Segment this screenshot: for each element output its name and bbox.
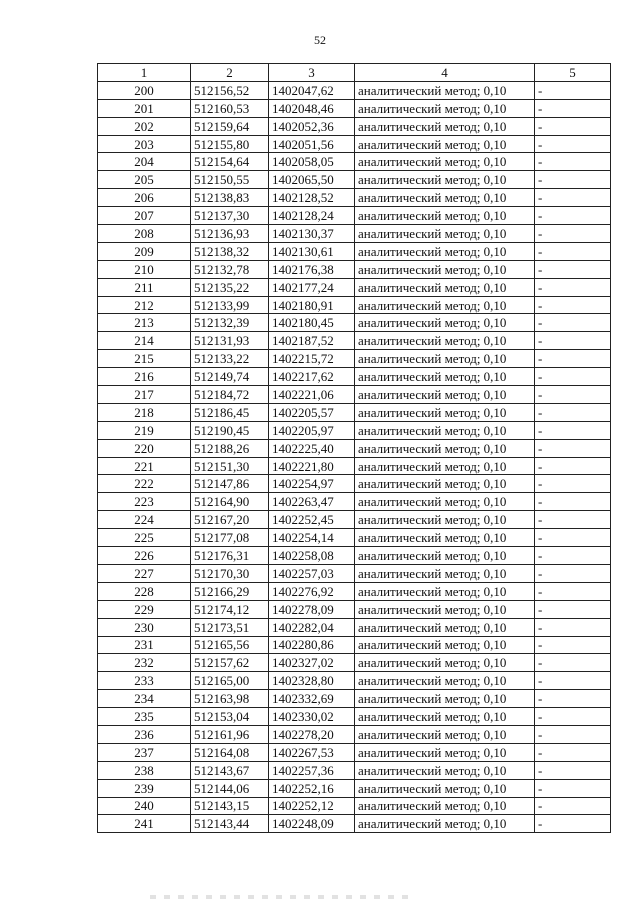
note-cell: - <box>535 618 611 636</box>
note-cell: - <box>535 171 611 189</box>
point-number-cell: 231 <box>98 636 191 654</box>
header-row <box>98 64 611 82</box>
method-cell: аналитический метод; 0,10 <box>355 690 535 708</box>
x-coordinate-cell: 512133,99 <box>191 296 269 314</box>
table-row <box>98 350 611 368</box>
y-coordinate-cell: 1402205,57 <box>269 403 355 421</box>
method-cell: аналитический метод; 0,10 <box>355 654 535 672</box>
point-number-cell: 229 <box>98 600 191 618</box>
x-coordinate-cell: 512160,53 <box>191 99 269 117</box>
method-cell: аналитический метод; 0,10 <box>355 725 535 743</box>
note-cell: - <box>535 99 611 117</box>
table-row <box>98 439 611 457</box>
point-number-cell: 223 <box>98 493 191 511</box>
table-row <box>98 600 611 618</box>
table-row <box>98 582 611 600</box>
y-coordinate-cell: 1402280,86 <box>269 636 355 654</box>
y-coordinate-cell: 1402332,69 <box>269 690 355 708</box>
note-cell: - <box>535 225 611 243</box>
method-cell: аналитический метод; 0,10 <box>355 242 535 260</box>
table-row <box>98 761 611 779</box>
method-cell: аналитический метод; 0,10 <box>355 117 535 135</box>
header-col-5: 5 <box>535 64 611 82</box>
note-cell: - <box>535 117 611 135</box>
table-row <box>98 403 611 421</box>
table-row <box>98 564 611 582</box>
point-number-cell: 202 <box>98 117 191 135</box>
table-row <box>98 690 611 708</box>
y-coordinate-cell: 1402254,97 <box>269 475 355 493</box>
note-cell: - <box>535 386 611 404</box>
point-number-cell: 206 <box>98 189 191 207</box>
x-coordinate-cell: 512147,86 <box>191 475 269 493</box>
table-row <box>98 511 611 529</box>
point-number-cell: 214 <box>98 332 191 350</box>
note-cell: - <box>535 439 611 457</box>
table-row <box>98 547 611 565</box>
y-coordinate-cell: 1402065,50 <box>269 171 355 189</box>
table-row <box>98 493 611 511</box>
note-cell: - <box>535 421 611 439</box>
table-row <box>98 278 611 296</box>
x-coordinate-cell: 512159,64 <box>191 117 269 135</box>
table-row <box>98 171 611 189</box>
y-coordinate-cell: 1402254,14 <box>269 529 355 547</box>
x-coordinate-cell: 512143,44 <box>191 815 269 833</box>
method-cell: аналитический метод; 0,10 <box>355 708 535 726</box>
table-row <box>98 654 611 672</box>
method-cell: аналитический метод; 0,10 <box>355 171 535 189</box>
header-col-2: 2 <box>191 64 269 82</box>
y-coordinate-cell: 1402282,04 <box>269 618 355 636</box>
y-coordinate-cell: 1402177,24 <box>269 278 355 296</box>
table-row <box>98 332 611 350</box>
method-cell: аналитический метод; 0,10 <box>355 636 535 654</box>
point-number-cell: 207 <box>98 207 191 225</box>
point-number-cell: 228 <box>98 582 191 600</box>
table-row <box>98 207 611 225</box>
note-cell: - <box>535 207 611 225</box>
y-coordinate-cell: 1402176,38 <box>269 260 355 278</box>
point-number-cell: 219 <box>98 421 191 439</box>
table-row <box>98 457 611 475</box>
point-number-cell: 222 <box>98 475 191 493</box>
table-header <box>98 64 611 82</box>
table-row <box>98 421 611 439</box>
x-coordinate-cell: 512173,51 <box>191 618 269 636</box>
table-row <box>98 296 611 314</box>
x-coordinate-cell: 512143,15 <box>191 797 269 815</box>
table-row <box>98 260 611 278</box>
point-number-cell: 230 <box>98 618 191 636</box>
header-col-4: 4 <box>355 64 535 82</box>
x-coordinate-cell: 512138,83 <box>191 189 269 207</box>
note-cell: - <box>535 815 611 833</box>
y-coordinate-cell: 1402278,20 <box>269 725 355 743</box>
note-cell: - <box>535 582 611 600</box>
method-cell: аналитический метод; 0,10 <box>355 421 535 439</box>
y-coordinate-cell: 1402128,24 <box>269 207 355 225</box>
point-number-cell: 241 <box>98 815 191 833</box>
x-coordinate-cell: 512136,93 <box>191 225 269 243</box>
note-cell: - <box>535 511 611 529</box>
table-row <box>98 672 611 690</box>
x-coordinate-cell: 512170,30 <box>191 564 269 582</box>
y-coordinate-cell: 1402276,92 <box>269 582 355 600</box>
table-row <box>98 815 611 833</box>
x-coordinate-cell: 512131,93 <box>191 332 269 350</box>
note-cell: - <box>535 278 611 296</box>
point-number-cell: 220 <box>98 439 191 457</box>
method-cell: аналитический метод; 0,10 <box>355 99 535 117</box>
x-coordinate-cell: 512177,08 <box>191 529 269 547</box>
x-coordinate-cell: 512151,30 <box>191 457 269 475</box>
method-cell: аналитический метод; 0,10 <box>355 672 535 690</box>
x-coordinate-cell: 512174,12 <box>191 600 269 618</box>
y-coordinate-cell: 1402058,05 <box>269 153 355 171</box>
point-number-cell: 216 <box>98 368 191 386</box>
x-coordinate-cell: 512188,26 <box>191 439 269 457</box>
method-cell: аналитический метод; 0,10 <box>355 332 535 350</box>
point-number-cell: 217 <box>98 386 191 404</box>
note-cell: - <box>535 708 611 726</box>
point-number-cell: 226 <box>98 547 191 565</box>
point-number-cell: 238 <box>98 761 191 779</box>
table-row <box>98 81 611 99</box>
table-row <box>98 475 611 493</box>
table-row <box>98 797 611 815</box>
note-cell: - <box>535 725 611 743</box>
x-coordinate-cell: 512137,30 <box>191 207 269 225</box>
y-coordinate-cell: 1402128,52 <box>269 189 355 207</box>
point-number-cell: 208 <box>98 225 191 243</box>
x-coordinate-cell: 512133,22 <box>191 350 269 368</box>
note-cell: - <box>535 350 611 368</box>
note-cell: - <box>535 368 611 386</box>
y-coordinate-cell: 1402278,09 <box>269 600 355 618</box>
point-number-cell: 240 <box>98 797 191 815</box>
method-cell: аналитический метод; 0,10 <box>355 207 535 225</box>
method-cell: аналитический метод; 0,10 <box>355 225 535 243</box>
table-row <box>98 636 611 654</box>
coordinates-table <box>97 63 611 833</box>
x-coordinate-cell: 512166,29 <box>191 582 269 600</box>
y-coordinate-cell: 1402258,08 <box>269 547 355 565</box>
x-coordinate-cell: 512165,00 <box>191 672 269 690</box>
y-coordinate-cell: 1402221,06 <box>269 386 355 404</box>
x-coordinate-cell: 512186,45 <box>191 403 269 421</box>
note-cell: - <box>535 242 611 260</box>
x-coordinate-cell: 512163,98 <box>191 690 269 708</box>
method-cell: аналитический метод; 0,10 <box>355 153 535 171</box>
table-row <box>98 618 611 636</box>
note-cell: - <box>535 654 611 672</box>
point-number-cell: 235 <box>98 708 191 726</box>
method-cell: аналитический метод; 0,10 <box>355 81 535 99</box>
table-row <box>98 708 611 726</box>
table-row <box>98 368 611 386</box>
header-col-1: 1 <box>98 64 191 82</box>
table-row <box>98 189 611 207</box>
method-cell: аналитический метод; 0,10 <box>355 600 535 618</box>
point-number-cell: 233 <box>98 672 191 690</box>
x-coordinate-cell: 512164,90 <box>191 493 269 511</box>
x-coordinate-cell: 512184,72 <box>191 386 269 404</box>
y-coordinate-cell: 1402130,61 <box>269 242 355 260</box>
table-row <box>98 725 611 743</box>
point-number-cell: 203 <box>98 135 191 153</box>
method-cell: аналитический метод; 0,10 <box>355 779 535 797</box>
point-number-cell: 232 <box>98 654 191 672</box>
y-coordinate-cell: 1402328,80 <box>269 672 355 690</box>
table-body <box>98 81 611 832</box>
table-row <box>98 529 611 547</box>
point-number-cell: 224 <box>98 511 191 529</box>
y-coordinate-cell: 1402180,45 <box>269 314 355 332</box>
table-row <box>98 117 611 135</box>
method-cell: аналитический метод; 0,10 <box>355 135 535 153</box>
point-number-cell: 210 <box>98 260 191 278</box>
table-row <box>98 99 611 117</box>
note-cell: - <box>535 135 611 153</box>
method-cell: аналитический метод; 0,10 <box>355 618 535 636</box>
table-row <box>98 153 611 171</box>
table-row <box>98 225 611 243</box>
note-cell: - <box>535 457 611 475</box>
y-coordinate-cell: 1402215,72 <box>269 350 355 368</box>
point-number-cell: 218 <box>98 403 191 421</box>
table-row <box>98 242 611 260</box>
table-row <box>98 743 611 761</box>
y-coordinate-cell: 1402252,45 <box>269 511 355 529</box>
y-coordinate-cell: 1402048,46 <box>269 99 355 117</box>
x-coordinate-cell: 512155,80 <box>191 135 269 153</box>
method-cell: аналитический метод; 0,10 <box>355 547 535 565</box>
table-row <box>98 314 611 332</box>
x-coordinate-cell: 512150,55 <box>191 171 269 189</box>
method-cell: аналитический метод; 0,10 <box>355 529 535 547</box>
method-cell: аналитический метод; 0,10 <box>355 439 535 457</box>
method-cell: аналитический метод; 0,10 <box>355 296 535 314</box>
point-number-cell: 236 <box>98 725 191 743</box>
method-cell: аналитический метод; 0,10 <box>355 493 535 511</box>
method-cell: аналитический метод; 0,10 <box>355 278 535 296</box>
x-coordinate-cell: 512132,78 <box>191 260 269 278</box>
note-cell: - <box>535 475 611 493</box>
x-coordinate-cell: 512156,52 <box>191 81 269 99</box>
note-cell: - <box>535 403 611 421</box>
method-cell: аналитический метод; 0,10 <box>355 564 535 582</box>
x-coordinate-cell: 512167,20 <box>191 511 269 529</box>
x-coordinate-cell: 512132,39 <box>191 314 269 332</box>
y-coordinate-cell: 1402187,52 <box>269 332 355 350</box>
x-coordinate-cell: 512154,64 <box>191 153 269 171</box>
y-coordinate-cell: 1402252,12 <box>269 797 355 815</box>
x-coordinate-cell: 512149,74 <box>191 368 269 386</box>
point-number-cell: 211 <box>98 278 191 296</box>
y-coordinate-cell: 1402257,03 <box>269 564 355 582</box>
x-coordinate-cell: 512161,96 <box>191 725 269 743</box>
point-number-cell: 213 <box>98 314 191 332</box>
point-number-cell: 215 <box>98 350 191 368</box>
x-coordinate-cell: 512144,06 <box>191 779 269 797</box>
note-cell: - <box>535 81 611 99</box>
method-cell: аналитический метод; 0,10 <box>355 189 535 207</box>
x-coordinate-cell: 512135,22 <box>191 278 269 296</box>
y-coordinate-cell: 1402051,56 <box>269 135 355 153</box>
point-number-cell: 234 <box>98 690 191 708</box>
y-coordinate-cell: 1402225,40 <box>269 439 355 457</box>
x-coordinate-cell: 512153,04 <box>191 708 269 726</box>
note-cell: - <box>535 600 611 618</box>
method-cell: аналитический метод; 0,10 <box>355 403 535 421</box>
note-cell: - <box>535 672 611 690</box>
method-cell: аналитический метод; 0,10 <box>355 368 535 386</box>
method-cell: аналитический метод; 0,10 <box>355 815 535 833</box>
x-coordinate-cell: 512165,56 <box>191 636 269 654</box>
header-col-3: 3 <box>269 64 355 82</box>
method-cell: аналитический метод; 0,10 <box>355 511 535 529</box>
y-coordinate-cell: 1402180,91 <box>269 296 355 314</box>
note-cell: - <box>535 529 611 547</box>
x-coordinate-cell: 512143,67 <box>191 761 269 779</box>
note-cell: - <box>535 332 611 350</box>
y-coordinate-cell: 1402130,37 <box>269 225 355 243</box>
point-number-cell: 209 <box>98 242 191 260</box>
scan-artifact <box>150 895 410 899</box>
y-coordinate-cell: 1402248,09 <box>269 815 355 833</box>
y-coordinate-cell: 1402267,53 <box>269 743 355 761</box>
y-coordinate-cell: 1402205,97 <box>269 421 355 439</box>
method-cell: аналитический метод; 0,10 <box>355 761 535 779</box>
note-cell: - <box>535 743 611 761</box>
note-cell: - <box>535 260 611 278</box>
method-cell: аналитический метод; 0,10 <box>355 797 535 815</box>
note-cell: - <box>535 493 611 511</box>
point-number-cell: 205 <box>98 171 191 189</box>
x-coordinate-cell: 512190,45 <box>191 421 269 439</box>
note-cell: - <box>535 690 611 708</box>
y-coordinate-cell: 1402330,02 <box>269 708 355 726</box>
page-number: 52 <box>314 33 326 47</box>
table-row <box>98 779 611 797</box>
y-coordinate-cell: 1402327,02 <box>269 654 355 672</box>
method-cell: аналитический метод; 0,10 <box>355 475 535 493</box>
method-cell: аналитический метод; 0,10 <box>355 386 535 404</box>
note-cell: - <box>535 153 611 171</box>
method-cell: аналитический метод; 0,10 <box>355 457 535 475</box>
point-number-cell: 204 <box>98 153 191 171</box>
note-cell: - <box>535 761 611 779</box>
method-cell: аналитический метод; 0,10 <box>355 260 535 278</box>
method-cell: аналитический метод; 0,10 <box>355 743 535 761</box>
y-coordinate-cell: 1402263,47 <box>269 493 355 511</box>
point-number-cell: 201 <box>98 99 191 117</box>
y-coordinate-cell: 1402217,62 <box>269 368 355 386</box>
point-number-cell: 239 <box>98 779 191 797</box>
note-cell: - <box>535 636 611 654</box>
y-coordinate-cell: 1402252,16 <box>269 779 355 797</box>
y-coordinate-cell: 1402052,36 <box>269 117 355 135</box>
point-number-cell: 212 <box>98 296 191 314</box>
note-cell: - <box>535 564 611 582</box>
x-coordinate-cell: 512157,62 <box>191 654 269 672</box>
note-cell: - <box>535 296 611 314</box>
note-cell: - <box>535 779 611 797</box>
x-coordinate-cell: 512164,08 <box>191 743 269 761</box>
note-cell: - <box>535 797 611 815</box>
x-coordinate-cell: 512176,31 <box>191 547 269 565</box>
point-number-cell: 227 <box>98 564 191 582</box>
point-number-cell: 200 <box>98 81 191 99</box>
note-cell: - <box>535 547 611 565</box>
method-cell: аналитический метод; 0,10 <box>355 314 535 332</box>
y-coordinate-cell: 1402047,62 <box>269 81 355 99</box>
note-cell: - <box>535 189 611 207</box>
point-number-cell: 225 <box>98 529 191 547</box>
x-coordinate-cell: 512138,32 <box>191 242 269 260</box>
method-cell: аналитический метод; 0,10 <box>355 350 535 368</box>
y-coordinate-cell: 1402257,36 <box>269 761 355 779</box>
table-row <box>98 386 611 404</box>
point-number-cell: 237 <box>98 743 191 761</box>
point-number-cell: 221 <box>98 457 191 475</box>
method-cell: аналитический метод; 0,10 <box>355 582 535 600</box>
table-row <box>98 135 611 153</box>
y-coordinate-cell: 1402221,80 <box>269 457 355 475</box>
note-cell: - <box>535 314 611 332</box>
